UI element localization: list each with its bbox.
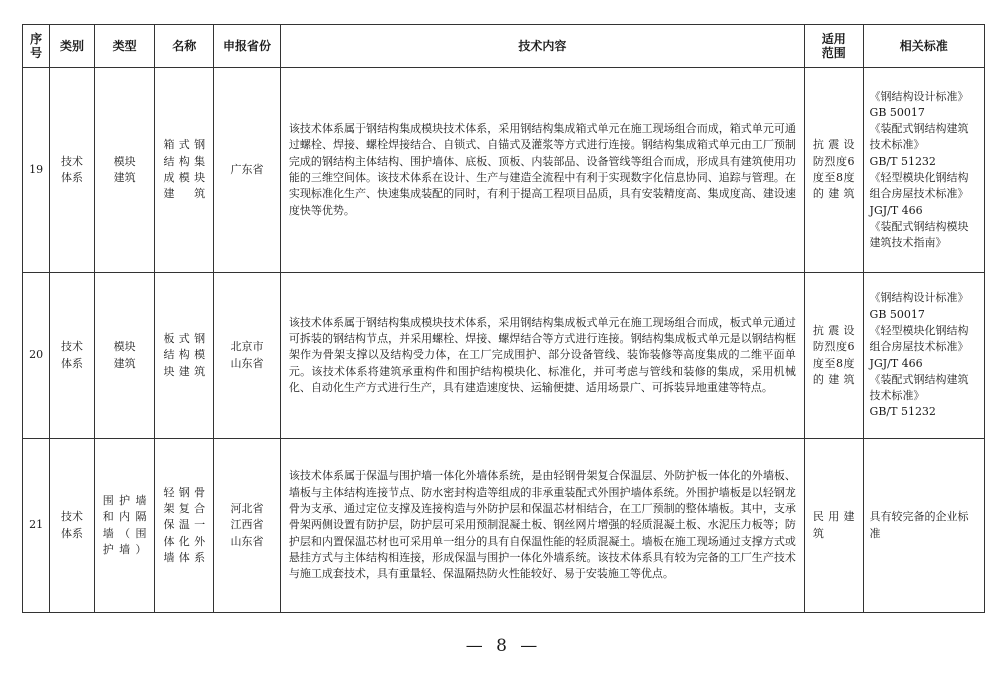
row-content: 该技术体系属于保温与围护墙一体化外墙体系统，是由轻钢骨架复合保温层、外防护板一体化的外墙板、墙板与主体结构连接节点、防水密封构造等组成的非承重装配式外围护墙体系统。外围护墙板是以轻钢龙骨为支承、通过定位支撑及连接构造与外防护层和保温芯材相结合，在工厂预制的整体墙板。其中，支承骨架两侧设置有防护层，防护层可采用预制混凝土板、钢丝网片增强的轻质混凝土板、水泥压力板等；防护层和内置保温芯材也可采用单一组分的具有自保温性能的轻质混凝土。墙板在施工现场通过支撑方式或悬挂方式与主体结构相连接，形成保温与围护一体化外墙系统。该技术体系具有较为完备的工厂生产技术与施工成套技术，具有重量轻、保温隔热防火性能较好、易于安装施工等优点。 (280, 439, 804, 613)
header-name: 名称 (155, 25, 214, 68)
table-row (23, 68, 985, 273)
row-no: 21 (23, 439, 50, 613)
row-name: 板式钢结构模块建筑 (155, 273, 214, 439)
header-standards: 相关标准 (863, 25, 984, 68)
row-type: 围护墙和内隔墙（围护墙） (94, 439, 155, 613)
row-province: 广东省 (214, 68, 281, 273)
row-name: 箱式钢结构集成模块建筑 (155, 68, 214, 273)
row-category: 技术 体系 (50, 273, 95, 439)
header-category: 类别 (50, 25, 95, 68)
row-scope: 民用建筑 (804, 439, 863, 613)
table-header-row (23, 25, 985, 68)
row-category: 技术 体系 (50, 439, 95, 613)
header-no: 序 号 (23, 25, 50, 68)
row-name: 轻钢骨架复合保温一体化外墙体系 (155, 439, 214, 613)
row-scope: 抗震设防烈度6度至8度的建筑 (804, 273, 863, 439)
row-scope: 抗震设防烈度6度至8度的建筑 (804, 68, 863, 273)
row-content: 该技术体系属于钢结构集成模块技术体系，采用钢结构集成板式单元在施工现场组合而成，板式单元通过可拆装的钢结构节点，并采用螺栓、焊接、螺焊结合等方式进行连接。钢结构集成板式单元是以钢结构框架作为骨架支撑以及结构受力体，在工厂完成围护、部分设备管线、装饰装修等高度集成的二维平面单元。该技术体系将建筑承重构件和围护结构模块化、标准化，并可考虑与管线和装修的集成，采用机械化、自动化生产方式进行生产，具有建造速度快、运输便捷、适用场景广、可拆装异地重建等特点。 (280, 273, 804, 439)
header-scope: 适用 范围 (804, 25, 863, 68)
row-province: 北京市 山东省 (214, 273, 281, 439)
row-standards: 具有较完备的企业标准 (863, 439, 984, 613)
row-standards: 《钢结构设计标准》 GB 50017 《装配式钢结构建筑技术标准》 GB/T 51232 《轻型模块化钢结构组合房屋技术标准》JGJ/T 466 《装配式钢结构模块建筑技术指南》 (863, 68, 984, 273)
header-type: 类型 (94, 25, 155, 68)
row-category: 技术 体系 (50, 68, 95, 273)
row-no: 19 (23, 68, 50, 273)
row-province: 河北省 江西省 山东省 (214, 439, 281, 613)
row-no: 20 (23, 273, 50, 439)
row-standards: 《钢结构设计标准》 GB 50017 《轻型模块化钢结构组合房屋技术标准》JGJ/T 466 《装配式钢结构建筑技术标准》 GB/T 51232 (863, 273, 984, 439)
table-row (23, 439, 985, 613)
standards-table (22, 24, 985, 613)
row-type: 模块 建筑 (94, 68, 155, 273)
header-province: 申报省份 (214, 25, 281, 68)
row-type: 模块 建筑 (94, 273, 155, 439)
row-content: 该技术体系属于钢结构集成模块技术体系，采用钢结构集成箱式单元在施工现场组合而成，箱式单元可通过螺栓、焊接、螺栓焊接结合、自锁式、自锚式及灌浆等方式进行连接。钢结构集成箱式单元由工厂预制完成的钢结构主体结构、围护墙体、底板、顶板、内装部品、设备管线等组合而成，形成具有建筑使用功能的三维空间体。该技术体系在设计、生产与建造全流程中有利于实现数字化信息协同、追踪与管理。在实现标准化生产、快速集成装配的同时，有利于提高工程项目品质，具有安装精度高、集成度高、建设速度快等优势。 (280, 68, 804, 273)
table-row (23, 273, 985, 439)
page-number: — 8 — (465, 636, 542, 656)
header-content: 技术内容 (280, 25, 804, 68)
